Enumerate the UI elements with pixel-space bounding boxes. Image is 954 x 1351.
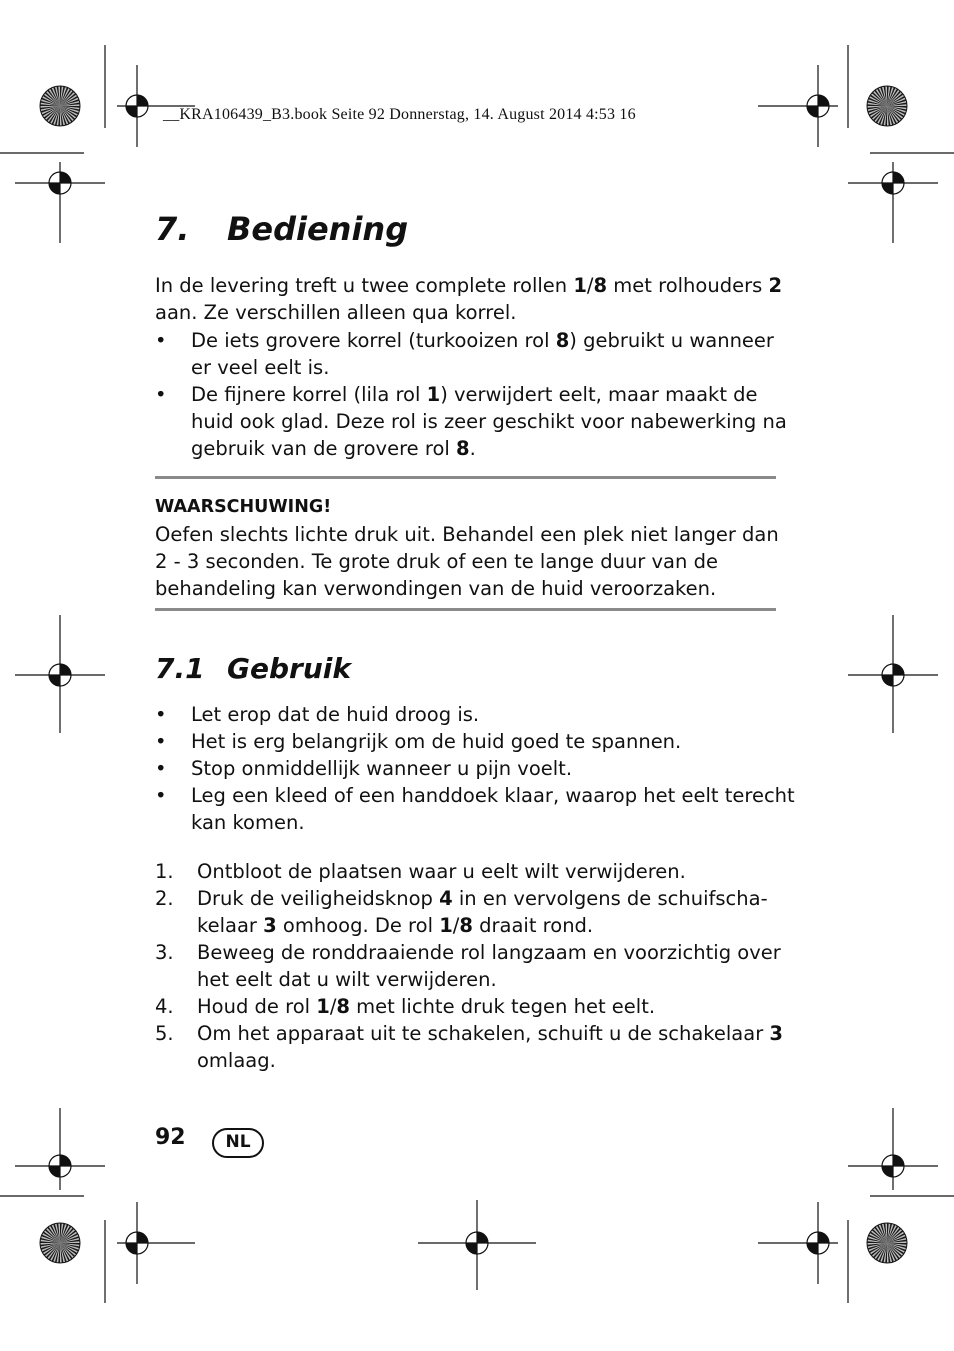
- warning-bottom-rule: [155, 608, 776, 611]
- step-text: Beweeg de ronddraaiende rol langzaam en voorzichtig over het eelt dat u wilt verwijderen.: [197, 941, 781, 991]
- step-ref: 1: [439, 914, 453, 937]
- bullet-ref: 1: [426, 383, 441, 406]
- file-header-line: __KRA106439_B3.book Seite 92 Donnerstag, 14. August 2014 4:53 16: [163, 106, 636, 123]
- step-text: Om het apparaat uit te schakelen, schuift u de schakelaar: [197, 1022, 770, 1045]
- bullet-text: Het is erg belangrijk om de huid goed te spannen.: [191, 730, 682, 753]
- bullet-glyph: •: [155, 730, 167, 753]
- list-item: [155, 755, 795, 782]
- intro-ref-2: 2: [768, 274, 783, 297]
- step-ref: 4: [439, 887, 453, 910]
- step-number: 3.: [155, 941, 174, 964]
- step-text: in en vervolgens de schuifscha-kelaar: [197, 887, 768, 937]
- bullet-text: Stop onmiddellijk wanneer u pijn voelt.: [191, 757, 573, 780]
- list-item: [155, 782, 795, 836]
- bullet-text: ) gebruikt u wanneer er veel eelt is.: [191, 329, 774, 379]
- bullet-text: De fijnere korrel (lila rol: [191, 383, 427, 406]
- bullet-glyph: •: [155, 383, 167, 406]
- list-item: [155, 381, 795, 462]
- step-item: [155, 1020, 795, 1074]
- step-text: Druk de veiligheidsknop: [197, 887, 440, 910]
- step-ref: 8: [336, 995, 350, 1018]
- section-title: Gebruik: [227, 652, 351, 685]
- step-ref: 3: [769, 1022, 783, 1045]
- warning-title: WAARSCHUWING!: [155, 497, 332, 517]
- starburst-mark-bottom-right: [867, 1223, 907, 1263]
- bullet-text: ) verwijdert eelt, maar maakt de huid ook glad. Deze rol is zeer geschikt voor nabewerking na gebruik van de grovere rol: [191, 383, 787, 460]
- section-number: 7.1: [155, 652, 205, 685]
- section-number: 7.: [155, 210, 190, 248]
- warning-top-rule: [155, 476, 776, 479]
- bullet-glyph: •: [155, 784, 167, 807]
- step-number: 1.: [155, 860, 174, 883]
- step-number: 4.: [155, 995, 174, 1018]
- bullet-text: De iets grovere korrel (turkooizen rol: [191, 329, 556, 352]
- bullet-glyph: •: [155, 757, 167, 780]
- step-text: Houd de rol: [197, 995, 317, 1018]
- section-title: Bediening: [227, 210, 409, 248]
- warning-box: [155, 494, 795, 602]
- list-item: [155, 701, 795, 728]
- usage-steps-list: [155, 858, 795, 1074]
- bullet-text: Let erop dat de huid droog is.: [191, 703, 480, 726]
- bullet-text: Leg een kleed of een handdoek klaar, waarop het eelt terecht kan komen.: [191, 784, 795, 834]
- intro-text-1: In de levering treft u twee complete rollen: [155, 274, 574, 297]
- step-ref: 3: [263, 914, 277, 937]
- intro-paragraph: [155, 272, 795, 326]
- bullet-glyph: •: [155, 703, 167, 726]
- intro-ref-8: 8: [593, 274, 608, 297]
- step-ref: 1: [316, 995, 330, 1018]
- intro-text-2: met rolhouders: [607, 274, 769, 297]
- step-text: /: [329, 995, 337, 1018]
- section-heading-7: [155, 210, 408, 248]
- bullet-glyph: •: [155, 329, 167, 352]
- starburst-mark-bottom-left: [40, 1223, 80, 1263]
- step-ref: 8: [459, 914, 473, 937]
- step-number: 5.: [155, 1022, 174, 1045]
- intro-ref-1: 1: [573, 274, 587, 297]
- bullet-ref: 8: [456, 437, 470, 460]
- language-badge: NL: [212, 1128, 264, 1158]
- step-text: met lichte druk tegen het eelt.: [349, 995, 656, 1018]
- step-text: Ontbloot de plaatsen waar u eelt wilt verwijderen.: [197, 860, 686, 883]
- section-heading-7-1: [155, 652, 351, 685]
- step-item: [155, 939, 795, 993]
- intro-text-3: aan. Ze verschillen alleen qua korrel.: [155, 301, 517, 324]
- step-text: /: [452, 914, 460, 937]
- page-number: 92: [155, 1125, 186, 1150]
- grain-bullet-list: [155, 327, 795, 462]
- step-item: [155, 885, 795, 939]
- bullet-ref: 8: [555, 329, 570, 352]
- step-item: [155, 993, 795, 1020]
- step-text: draait rond.: [472, 914, 594, 937]
- step-text: omlaag.: [197, 1049, 276, 1072]
- list-item: [155, 728, 795, 755]
- usage-bullet-list: [155, 701, 795, 836]
- list-item: [155, 327, 795, 381]
- step-number: 2.: [155, 887, 174, 910]
- starburst-mark-top-right: [867, 86, 907, 126]
- step-text: omhoog. De rol: [276, 914, 440, 937]
- step-item: [155, 858, 795, 885]
- intro-slash: /: [586, 274, 594, 297]
- warning-text: Oefen slechts lichte druk uit. Behandel een plek niet langer dan 2 - 3 seconden. Te grote druk of een te lange duur van de behandeling kan verwondingen van de huid veroorzaken.: [155, 523, 779, 600]
- starburst-mark-top-left: [40, 86, 80, 126]
- bullet-text: .: [469, 437, 476, 460]
